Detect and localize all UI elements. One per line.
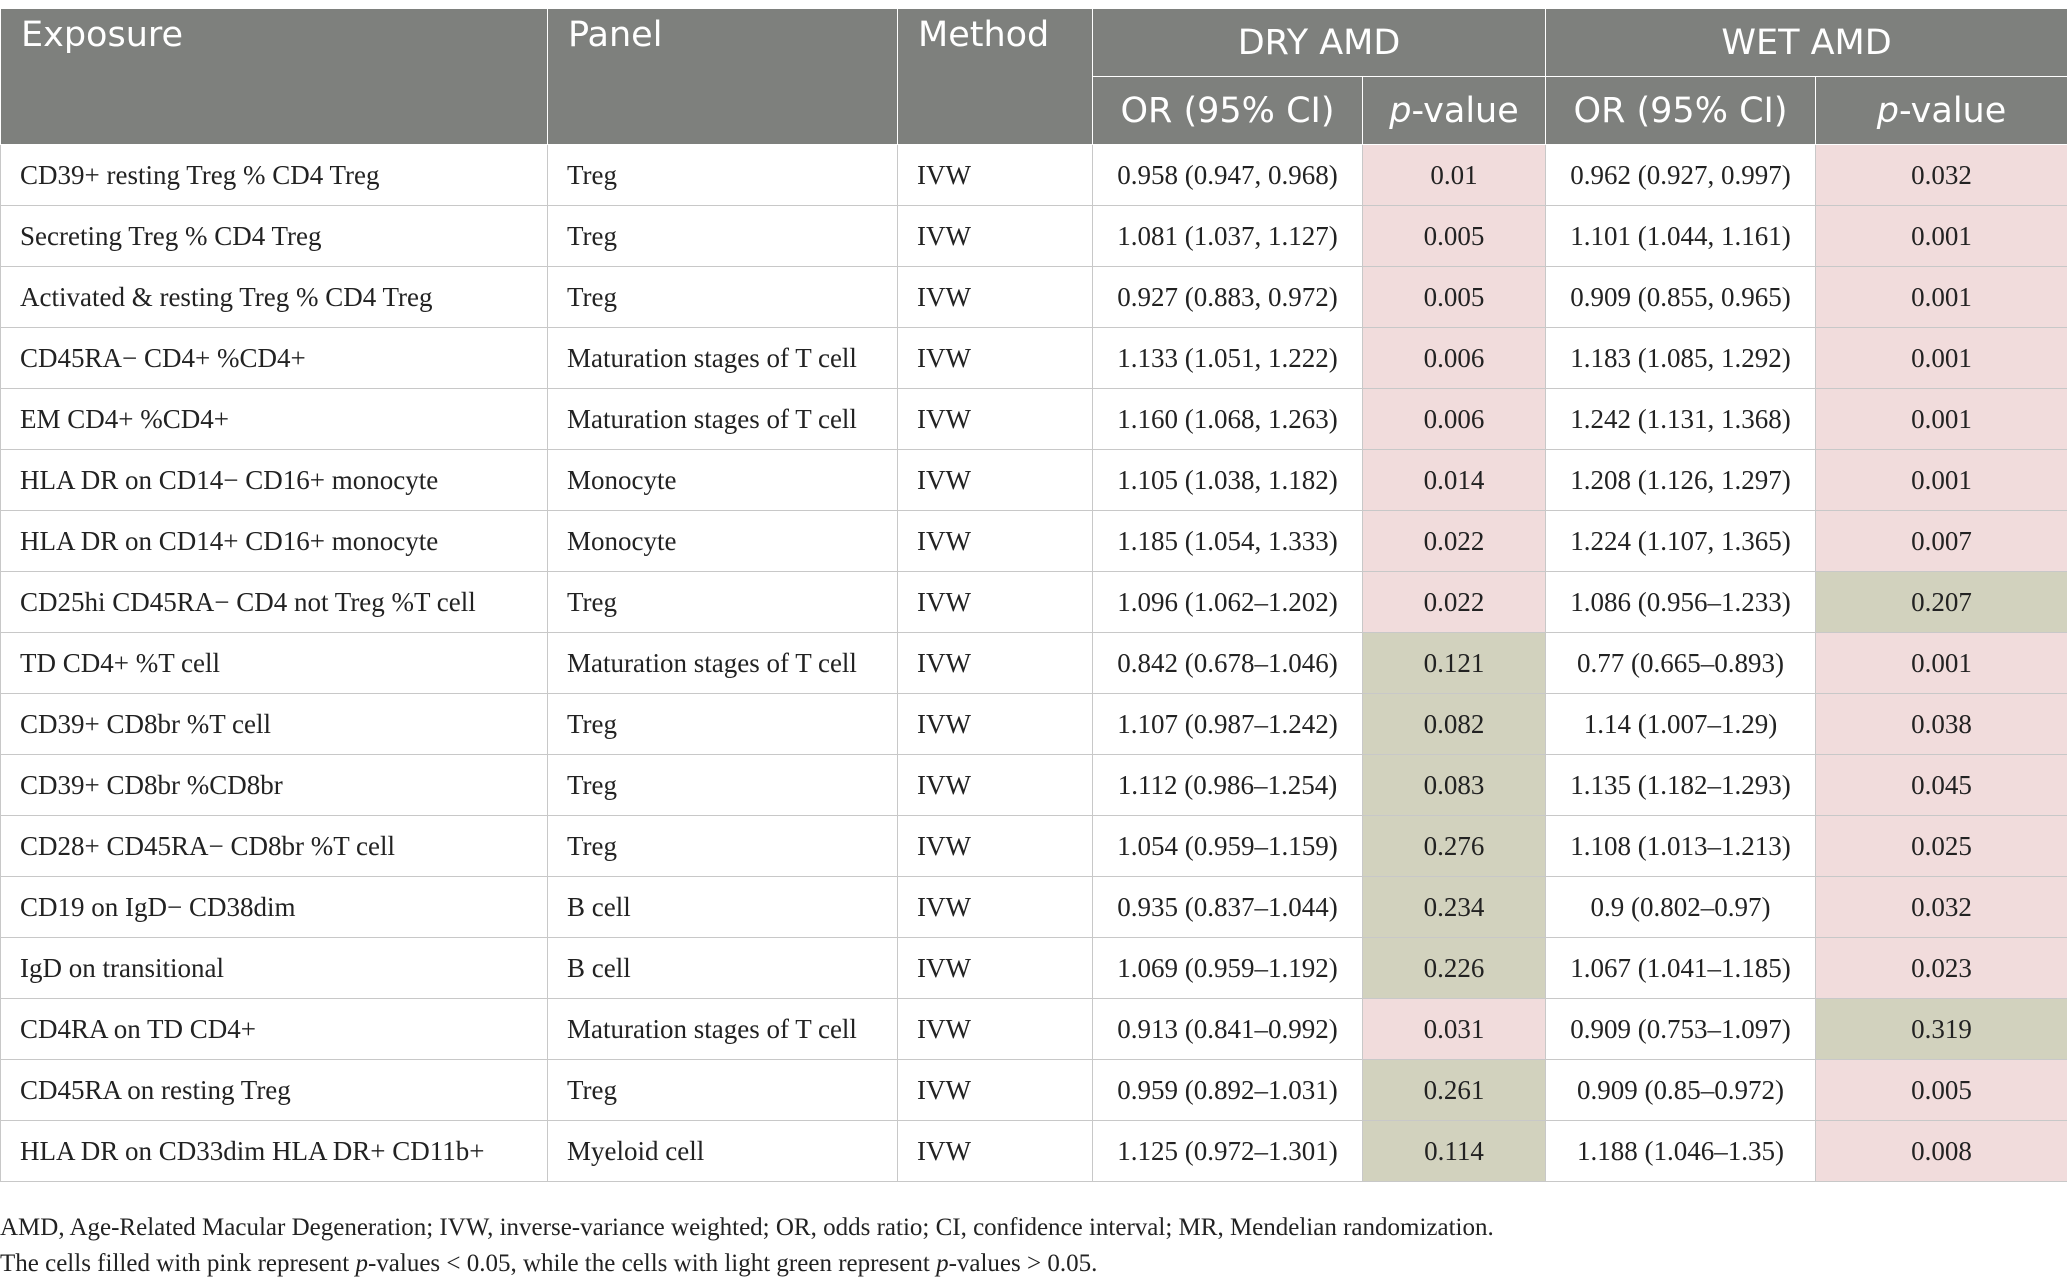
cell-exposure: CD45RA on resting Treg (1, 1060, 548, 1121)
header-wet-amd: WET AMD (1546, 9, 2067, 77)
cell-wet-or-ci: 1.242 (1.131, 1.368) (1546, 389, 1816, 450)
cell-method: IVW (898, 999, 1093, 1060)
cell-exposure: HLA DR on CD14+ CD16+ monocyte (1, 511, 548, 572)
cell-dry-or-ci: 1.054 (0.959–1.159) (1093, 816, 1363, 877)
cell-exposure: EM CD4+ %CD4+ (1, 389, 548, 450)
cell-dry-or-ci: 0.927 (0.883, 0.972) (1093, 267, 1363, 328)
cell-dry-p-value: 0.005 (1363, 206, 1546, 267)
cell-panel: Maturation stages of T cell (548, 999, 898, 1060)
cell-dry-p-value: 0.006 (1363, 389, 1546, 450)
cell-panel: Treg (548, 206, 898, 267)
table-row (1, 389, 2067, 450)
header-dry-amd: DRY AMD (1093, 9, 1546, 77)
cell-dry-or-ci: 1.112 (0.986–1.254) (1093, 755, 1363, 816)
cell-wet-p-value: 0.045 (1816, 755, 2067, 816)
cell-wet-or-ci: 1.135 (1.182–1.293) (1546, 755, 1816, 816)
cell-dry-p-value: 0.083 (1363, 755, 1546, 816)
table-row (1, 877, 2067, 938)
footnote-color-legend: The cells filled with pink represent p-values < 0.05, while the cells with light green represent p-values > 0.05. (0, 1250, 1098, 1277)
cell-dry-or-ci: 0.935 (0.837–1.044) (1093, 877, 1363, 938)
cell-wet-p-value: 0.001 (1816, 328, 2067, 389)
cell-method: IVW (898, 206, 1093, 267)
cell-wet-p-value: 0.001 (1816, 633, 2067, 694)
cell-exposure: CD19 on IgD− CD38dim (1, 877, 548, 938)
cell-dry-p-value: 0.005 (1363, 267, 1546, 328)
cell-wet-p-value: 0.207 (1816, 572, 2067, 633)
cell-wet-or-ci: 0.909 (0.85–0.972) (1546, 1060, 1816, 1121)
cell-method: IVW (898, 1121, 1093, 1182)
cell-dry-p-value: 0.022 (1363, 511, 1546, 572)
cell-dry-or-ci: 1.160 (1.068, 1.263) (1093, 389, 1363, 450)
header-dry-or-ci: OR (95% CI) (1093, 77, 1363, 145)
cell-wet-or-ci: 1.208 (1.126, 1.297) (1546, 450, 1816, 511)
header-wet-p-value: p-value (1816, 77, 2067, 145)
cell-wet-p-value: 0.001 (1816, 389, 2067, 450)
cell-dry-p-value: 0.022 (1363, 572, 1546, 633)
cell-dry-or-ci: 0.842 (0.678–1.046) (1093, 633, 1363, 694)
cell-dry-p-value: 0.261 (1363, 1060, 1546, 1121)
table-row (1, 450, 2067, 511)
cell-wet-or-ci: 0.962 (0.927, 0.997) (1546, 145, 1816, 206)
table-row (1, 938, 2067, 999)
cell-dry-or-ci: 0.958 (0.947, 0.968) (1093, 145, 1363, 206)
table-footnotes (0, 1210, 1494, 1282)
cell-exposure: Activated & resting Treg % CD4 Treg (1, 267, 548, 328)
table-row (1, 633, 2067, 694)
cell-panel: B cell (548, 938, 898, 999)
cell-wet-p-value: 0.007 (1816, 511, 2067, 572)
cell-panel: Monocyte (548, 511, 898, 572)
cell-exposure: Secreting Treg % CD4 Treg (1, 206, 548, 267)
cell-dry-p-value: 0.006 (1363, 328, 1546, 389)
header-panel: Panel (548, 9, 898, 145)
cell-wet-p-value: 0.023 (1816, 938, 2067, 999)
table-row (1, 572, 2067, 633)
cell-wet-p-value: 0.001 (1816, 206, 2067, 267)
cell-exposure: CD28+ CD45RA− CD8br %T cell (1, 816, 548, 877)
table-row (1, 999, 2067, 1060)
table-row (1, 755, 2067, 816)
table-row (1, 816, 2067, 877)
cell-dry-or-ci: 1.069 (0.959–1.192) (1093, 938, 1363, 999)
cell-method: IVW (898, 511, 1093, 572)
table-body (1, 145, 2067, 1182)
cell-panel: Monocyte (548, 450, 898, 511)
cell-dry-or-ci: 1.107 (0.987–1.242) (1093, 694, 1363, 755)
cell-dry-p-value: 0.226 (1363, 938, 1546, 999)
table-row (1, 328, 2067, 389)
cell-wet-p-value: 0.025 (1816, 816, 2067, 877)
cell-method: IVW (898, 1060, 1093, 1121)
cell-wet-p-value: 0.319 (1816, 999, 2067, 1060)
cell-wet-or-ci: 0.909 (0.753–1.097) (1546, 999, 1816, 1060)
cell-method: IVW (898, 389, 1093, 450)
cell-wet-or-ci: 1.067 (1.041–1.185) (1546, 938, 1816, 999)
cell-panel: Treg (548, 145, 898, 206)
cell-dry-or-ci: 0.959 (0.892–1.031) (1093, 1060, 1363, 1121)
cell-panel: Treg (548, 816, 898, 877)
cell-exposure: TD CD4+ %T cell (1, 633, 548, 694)
cell-wet-or-ci: 1.183 (1.085, 1.292) (1546, 328, 1816, 389)
header-dry-p-value: p-value (1363, 77, 1546, 145)
cell-method: IVW (898, 694, 1093, 755)
cell-exposure: CD39+ resting Treg % CD4 Treg (1, 145, 548, 206)
table-row (1, 145, 2067, 206)
cell-dry-or-ci: 1.133 (1.051, 1.222) (1093, 328, 1363, 389)
cell-panel: Maturation stages of T cell (548, 633, 898, 694)
cell-wet-or-ci: 1.101 (1.044, 1.161) (1546, 206, 1816, 267)
cell-wet-or-ci: 0.9 (0.802–0.97) (1546, 877, 1816, 938)
header-wet-or-ci: OR (95% CI) (1546, 77, 1816, 145)
table-row (1, 1060, 2067, 1121)
cell-method: IVW (898, 328, 1093, 389)
cell-panel: Maturation stages of T cell (548, 389, 898, 450)
cell-wet-or-ci: 1.14 (1.007–1.29) (1546, 694, 1816, 755)
header-exposure: Exposure (1, 9, 548, 145)
cell-method: IVW (898, 816, 1093, 877)
cell-exposure: CD25hi CD45RA− CD4 not Treg %T cell (1, 572, 548, 633)
cell-exposure: HLA DR on CD14− CD16+ monocyte (1, 450, 548, 511)
table-header (1, 9, 2067, 145)
cell-dry-p-value: 0.082 (1363, 694, 1546, 755)
cell-dry-p-value: 0.234 (1363, 877, 1546, 938)
cell-dry-p-value: 0.114 (1363, 1121, 1546, 1182)
table-row (1, 511, 2067, 572)
cell-dry-or-ci: 0.913 (0.841–0.992) (1093, 999, 1363, 1060)
table-row (1, 694, 2067, 755)
cell-panel: Myeloid cell (548, 1121, 898, 1182)
cell-dry-or-ci: 1.081 (1.037, 1.127) (1093, 206, 1363, 267)
table-row (1, 206, 2067, 267)
cell-panel: Treg (548, 755, 898, 816)
cell-wet-p-value: 0.001 (1816, 450, 2067, 511)
cell-exposure: HLA DR on CD33dim HLA DR+ CD11b+ (1, 1121, 548, 1182)
cell-method: IVW (898, 755, 1093, 816)
cell-wet-or-ci: 1.188 (1.046–1.35) (1546, 1121, 1816, 1182)
mr-results-table (0, 8, 2067, 1182)
cell-method: IVW (898, 450, 1093, 511)
cell-wet-p-value: 0.038 (1816, 694, 2067, 755)
cell-wet-p-value: 0.008 (1816, 1121, 2067, 1182)
cell-wet-or-ci: 1.108 (1.013–1.213) (1546, 816, 1816, 877)
cell-panel: Maturation stages of T cell (548, 328, 898, 389)
cell-wet-p-value: 0.032 (1816, 145, 2067, 206)
table-row (1, 1121, 2067, 1182)
cell-exposure: IgD on transitional (1, 938, 548, 999)
cell-method: IVW (898, 267, 1093, 328)
cell-dry-or-ci: 1.185 (1.054, 1.333) (1093, 511, 1363, 572)
cell-wet-or-ci: 0.77 (0.665–0.893) (1546, 633, 1816, 694)
cell-exposure: CD45RA− CD4+ %CD4+ (1, 328, 548, 389)
cell-method: IVW (898, 572, 1093, 633)
cell-panel: Treg (548, 267, 898, 328)
cell-dry-p-value: 0.01 (1363, 145, 1546, 206)
cell-panel: Treg (548, 572, 898, 633)
cell-method: IVW (898, 877, 1093, 938)
cell-panel: Treg (548, 694, 898, 755)
table-row (1, 267, 2067, 328)
results-table-container (0, 8, 2067, 1182)
cell-dry-p-value: 0.014 (1363, 450, 1546, 511)
cell-wet-p-value: 0.001 (1816, 267, 2067, 328)
cell-panel: B cell (548, 877, 898, 938)
header-method: Method (898, 9, 1093, 145)
cell-method: IVW (898, 938, 1093, 999)
cell-wet-or-ci: 1.224 (1.107, 1.365) (1546, 511, 1816, 572)
cell-panel: Treg (548, 1060, 898, 1121)
cell-dry-p-value: 0.121 (1363, 633, 1546, 694)
cell-dry-or-ci: 1.096 (1.062–1.202) (1093, 572, 1363, 633)
cell-wet-p-value: 0.032 (1816, 877, 2067, 938)
cell-wet-or-ci: 1.086 (0.956–1.233) (1546, 572, 1816, 633)
cell-wet-p-value: 0.005 (1816, 1060, 2067, 1121)
cell-dry-or-ci: 1.125 (0.972–1.301) (1093, 1121, 1363, 1182)
cell-dry-or-ci: 1.105 (1.038, 1.182) (1093, 450, 1363, 511)
footnote-abbreviations: AMD, Age-Related Macular Degeneration; IVW, inverse-variance weighted; OR, odds ratio; CI, confidence interval; MR, Mendelian randomization. (0, 1214, 1494, 1241)
cell-exposure: CD4RA on TD CD4+ (1, 999, 548, 1060)
cell-wet-or-ci: 0.909 (0.855, 0.965) (1546, 267, 1816, 328)
cell-dry-p-value: 0.031 (1363, 999, 1546, 1060)
cell-method: IVW (898, 145, 1093, 206)
cell-dry-p-value: 0.276 (1363, 816, 1546, 877)
cell-exposure: CD39+ CD8br %CD8br (1, 755, 548, 816)
cell-method: IVW (898, 633, 1093, 694)
cell-exposure: CD39+ CD8br %T cell (1, 694, 548, 755)
